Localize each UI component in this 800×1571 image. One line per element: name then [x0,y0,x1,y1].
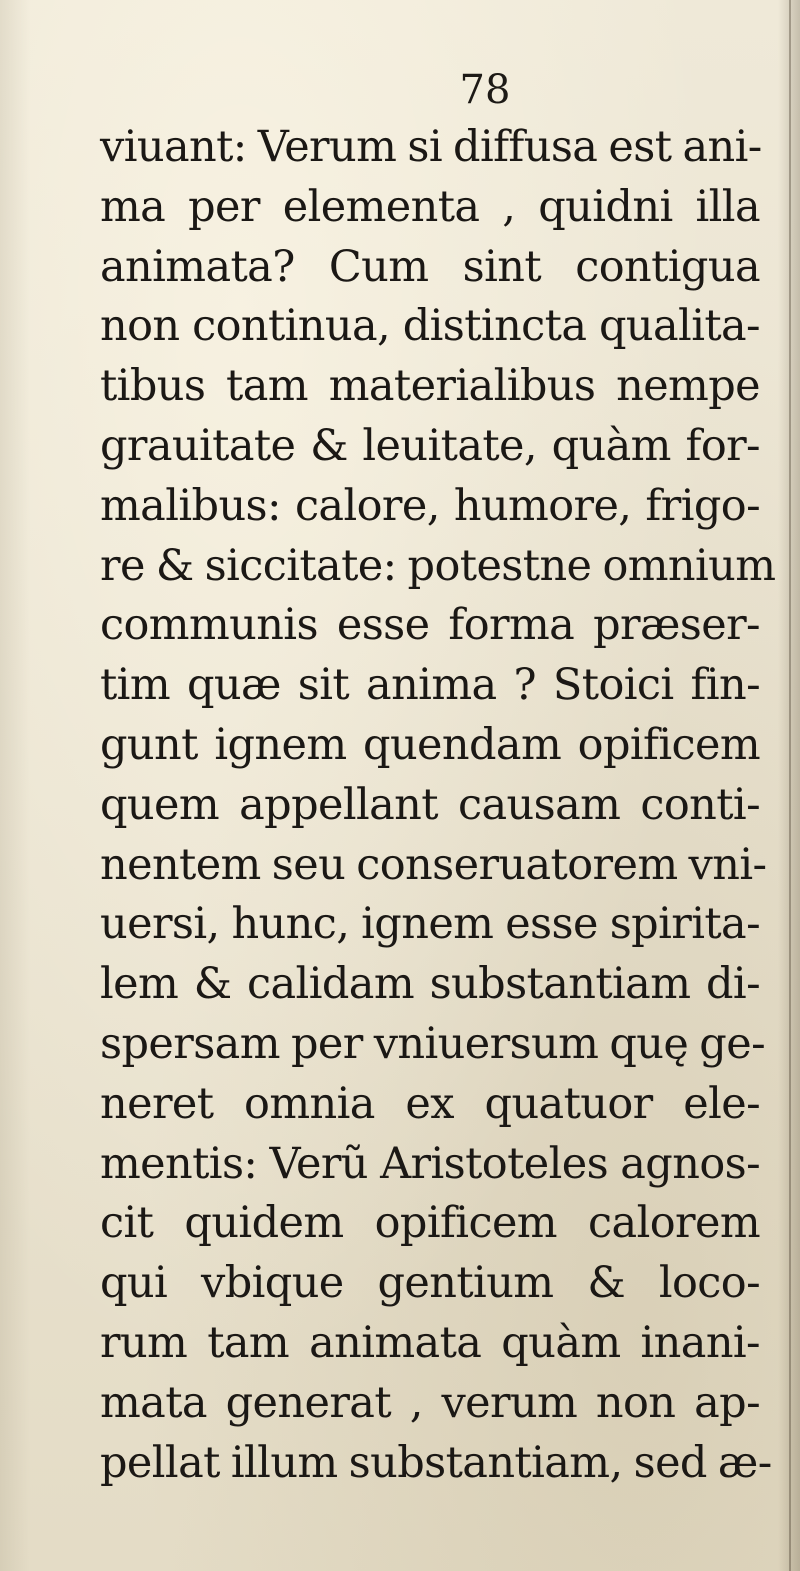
page-number: 78 [459,67,511,113]
text-line: re & siccitate: potestne omnium [100,540,776,591]
text-line: spersam per vniuersum quę ge- [100,1018,766,1069]
text-line: cit quidem opificem calorem [100,1198,760,1249]
text-line: ma per elementa , quidni illa [100,181,760,232]
text-line: nentem seu conseruatorem vni- [100,839,767,890]
text-line: lem & calidam substantiam di- [100,959,760,1010]
text-line: tim quæ sit anima ? Stoici fin- [100,660,760,711]
text-line: animata? Cum sint contigua [100,241,760,292]
spine-edge [789,0,791,1571]
text-line: grauitate & leuitate, quàm for- [100,420,760,471]
text-line: tibus tam materialibus nempe [100,361,760,412]
text-line: malibus: calore, humore, frigo- [100,480,760,531]
text-line: qui vbique gentium & loco- [100,1258,760,1309]
text-line: neret omnia ex quatuor ele- [100,1078,760,1129]
text-line: quem appellant causam conti- [100,779,760,830]
page-edge-shading [0,0,30,1571]
text-line: viuant: Verum si diffusa est ani- [100,122,762,172]
text-line: mentis: Verũ Aristoteles agnos- [100,1138,760,1189]
body-text [100,118,776,1493]
text-line: gunt ignem quendam opificem [100,719,760,770]
text-line: mata generat , verum non ap- [100,1377,760,1428]
text-line: uersi, hunc, ignem esse spirita- [100,899,760,950]
text-line: rum tam animata quàm inani- [100,1317,760,1368]
text-line: non continua, distincta qualita- [100,301,760,352]
text-line: communis esse forma præser- [100,600,760,651]
text-line: pellat illum substantiam, sed æ- [100,1437,772,1488]
